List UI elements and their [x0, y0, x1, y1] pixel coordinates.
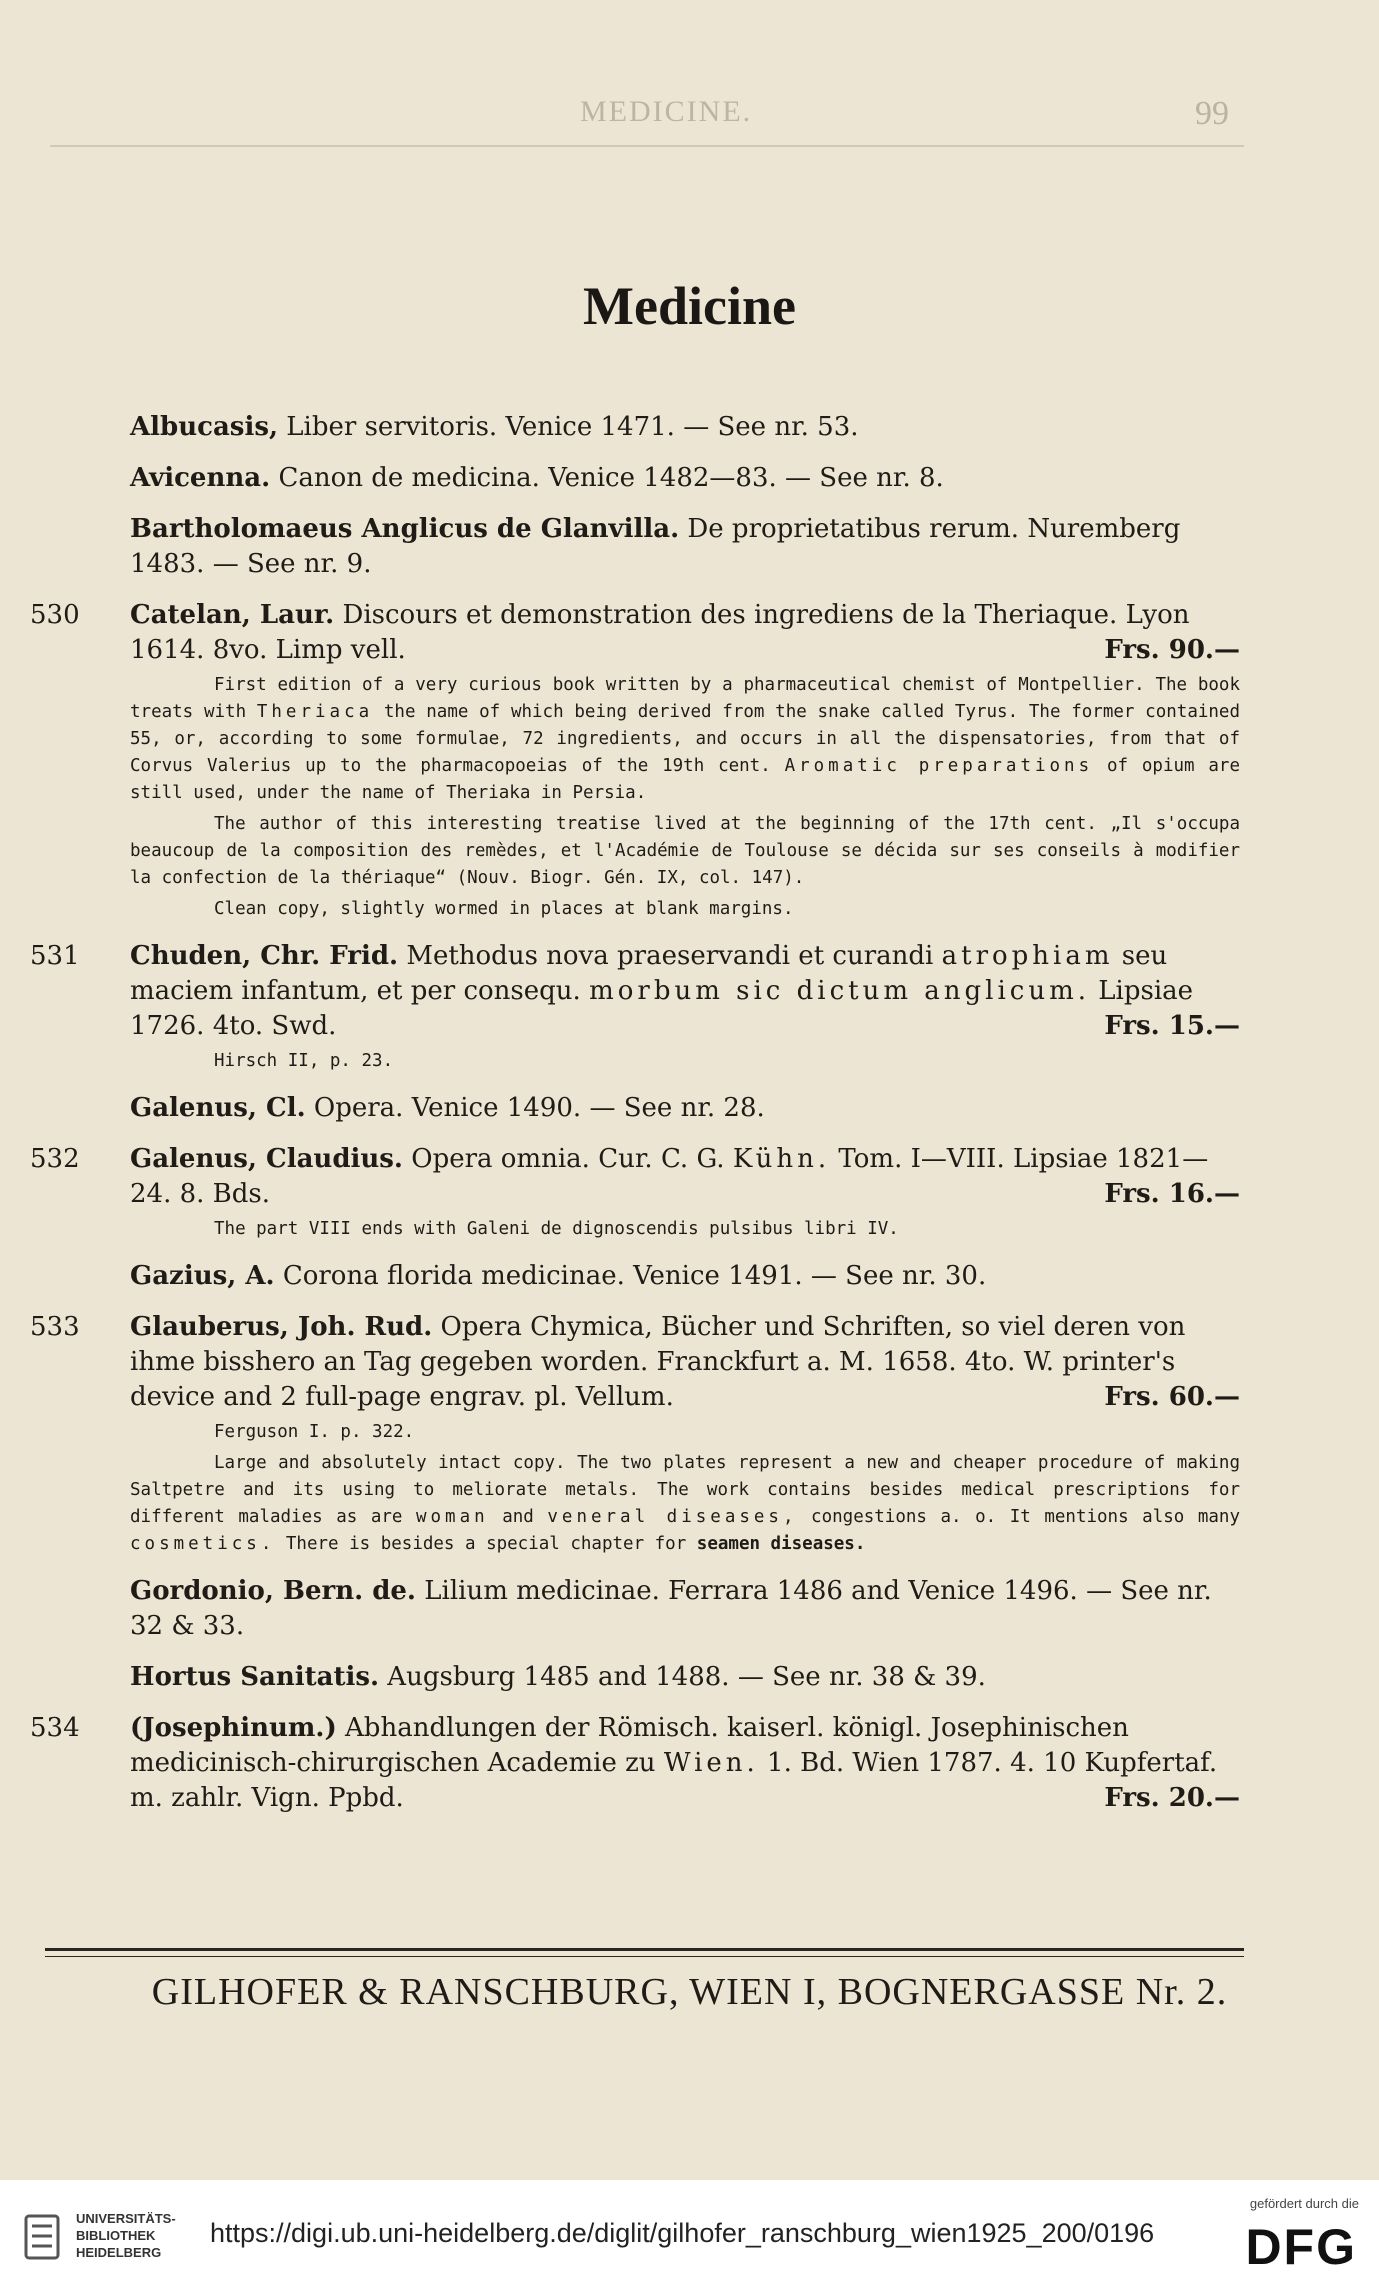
- publisher-footer: GILHOFER & RANSCHBURG, WIEN I, BOGNERGASSE Nr. 2.: [151, 1971, 1228, 2013]
- library-logo-text: UNIVERSITÄTS- BIBLIOTHEK HEIDELBERG: [76, 2211, 176, 2260]
- entry-price: Frs. 15.—: [1104, 1011, 1240, 1041]
- entry-number: 532: [30, 1144, 80, 1174]
- entry-number: 533: [30, 1312, 80, 1342]
- entry-text: De proprietatibus rerum. Nuremberg 1483. — See nr. 9.: [130, 514, 1181, 579]
- catalogue-entry: [30, 1310, 1240, 1558]
- entry-author: Galenus, Cl.: [130, 1093, 306, 1123]
- entry-number: 534: [30, 1713, 80, 1743]
- entry-text: Canon de medicina. Venice 1482—83. — See nr. 8.: [270, 463, 944, 493]
- catalogue-entry: [130, 1574, 1240, 1644]
- entry-author: (Josephinum.): [130, 1713, 337, 1743]
- entry-price: Frs. 20.—: [1104, 1783, 1240, 1813]
- entry-author: Chuden, Chr. Frid.: [130, 941, 399, 971]
- entry-note: Ferguson I. p. 322. Large and absolutely intact copy. The two plates represent a new and cheaper procedure of making Saltpetre and its using to meliorate metals. The work contains besides medical prescriptions for different maladies as are woman and veneral diseases, congestions a. o. It mentions also many cosmetics. There is besides a special chapter for seamen diseases.: [130, 1422, 1240, 1554]
- catalogue-entry: [30, 598, 1240, 923]
- entry-text: Augsburg 1485 and 1488. — See nr. 38 & 39.: [379, 1662, 986, 1692]
- entry-text: Discours et demonstration des ingrediens de la Theriaque. Lyon 1614. 8vo. Limp vell.: [130, 600, 1190, 665]
- entry-author: Gordonio, Bern. de.: [130, 1576, 416, 1606]
- catalogue-entry: [130, 512, 1240, 582]
- entry-note: The part VIII ends with Galeni de dignoscendis pulsibus libri IV.: [214, 1219, 899, 1239]
- running-head: MEDICINE.: [580, 95, 753, 128]
- catalogue-entries: [30, 410, 1240, 1832]
- entry-author: Gazius, A.: [130, 1261, 275, 1291]
- catalogue-entry: [130, 410, 1240, 445]
- entry-author: Albucasis,: [130, 412, 279, 442]
- entry-text: Lilium medicinae. Ferrara 1486 and Venice 1496. — See nr. 32 & 33.: [130, 1576, 1212, 1641]
- catalogue-entry: 531 Chuden, Chr. Frid. Methodus nova praeservandi et curandi atrophiam seu maciem infantum, et per consequ. morbum sic dictum anglicum. Lipsiae 1726. 4to. Swd. Frs. 15.— Hirsch II, p. 23.: [130, 939, 1240, 1075]
- catalogue-entry: [130, 461, 1240, 496]
- entry-author: Bartholomaeus Anglicus de Glanvilla.: [130, 514, 680, 544]
- page-number: 99: [1195, 95, 1229, 132]
- entry-author: Catelan, Laur.: [130, 600, 335, 630]
- catalogue-entry: 532 Galenus, Claudius. Opera omnia. Cur. C. G. Kühn. Tom. I—VIII. Lipsiae 1821—24. 8. Bds. Frs. 16.— The part VIII ends with Galeni de dignoscendis pulsibus libri IV.: [130, 1142, 1240, 1243]
- permalink-url[interactable]: https://digi.ub.uni-heidelberg.de/diglit/gilhofer_ranschburg_wien1925_200/0196: [210, 2218, 1155, 2248]
- entry-author: Avicenna.: [130, 463, 271, 493]
- catalogue-entry: [130, 1259, 1240, 1294]
- entry-author: Hortus Sanitatis.: [130, 1662, 380, 1692]
- entry-text: Opera. Venice 1490. — See nr. 28.: [305, 1093, 765, 1123]
- page-title: Medicine: [583, 276, 796, 336]
- footer-rule-thin: [45, 1956, 1244, 1957]
- entry-number: 531: [30, 941, 80, 971]
- university-seal-icon: [22, 2210, 62, 2264]
- viewer-bottom-bar: [0, 2180, 1379, 2293]
- entry-price: Frs. 90.—: [1104, 635, 1240, 665]
- entry-author: Glauberus, Joh. Rud.: [130, 1312, 433, 1342]
- catalogue-entry: 534 (Josephinum.) Abhandlungen der Römisch. kaiserl. königl. Josephinischen medicinisch-chirurgischen Academie zu Wien. 1. Bd. Wien 1787. 4. 10 Kupfertaf. m. zahlr. Vign. Ppbd. Frs. 20.—: [130, 1711, 1240, 1816]
- entry-note: Hirsch II, p. 23.: [214, 1051, 394, 1071]
- entry-price: Frs. 16.—: [1104, 1179, 1240, 1209]
- funder-label: gefördert durch die: [1249, 2196, 1359, 2211]
- entry-text: Opera Chymica, Bücher und Schriften, so viel deren von ihme bisshero an Tag gegeben worden. Franckfurt a. M. 1658. 4to. W. printer's device and 2 full-page engrav. pl. Vellum.: [130, 1312, 1186, 1412]
- top-rule: [50, 145, 1244, 147]
- catalogue-entry: [130, 1091, 1240, 1126]
- catalogue-entry: [130, 1660, 1240, 1695]
- footer-rule: [45, 1948, 1244, 1951]
- entry-number: 530: [30, 600, 80, 630]
- entry-text: Liber servitoris. Venice 1471. — See nr. 53.: [278, 412, 859, 442]
- entry-text: Corona florida medicinae. Venice 1491. — See nr. 30.: [274, 1261, 987, 1291]
- dfg-logo: DFG: [1245, 2219, 1357, 2275]
- entry-note: First edition of a very curious book written by a pharmaceutical chemist of Montpellier. The book treats with Theriaca the name of which being derived from the snake called Tyrus. The former contained 55, or, according to some formulae, 72 ingredients, and occurs in all the dispensatories, from that of Corvus Valerius up to the pharmacopoeias of the 19th cent. Aromatic preparations of opium are still used, under the name of Theriaka in Persia. The author of this interesting treatise lived at the beginning of the 17th cent. „Il s'occupa beaucoup de la composition des remèdes, et l'Académie de Toulouse se décida sur ses conseils à modifier la confection de la thériaque“ (Nouv. Biogr. Gén. IX, col. 147). Clean copy, slightly wormed in places at blank margins.: [130, 675, 1240, 919]
- entry-price: Frs. 60.—: [1104, 1382, 1240, 1412]
- entry-author: Galenus, Claudius.: [130, 1144, 403, 1174]
